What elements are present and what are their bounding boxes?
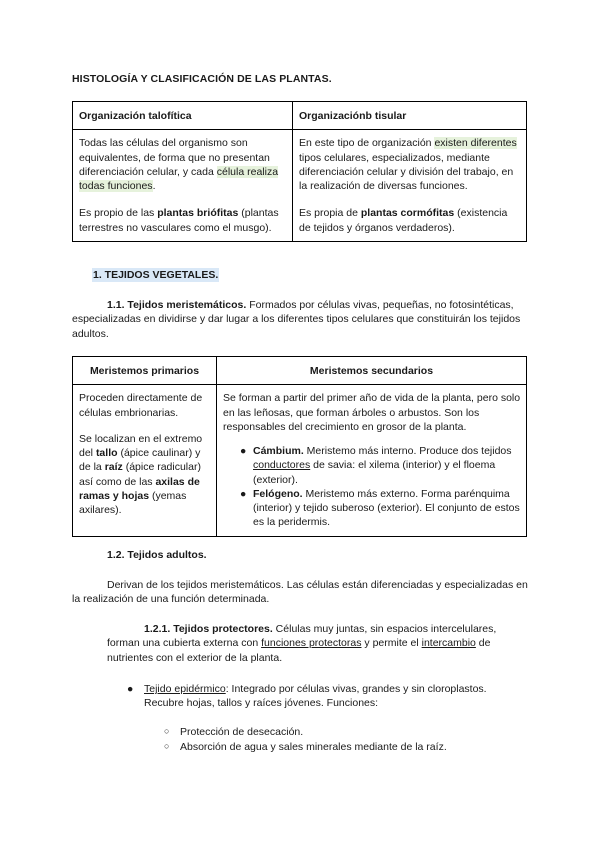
tisular-description: En este tipo de organización existen diferentes tipos celulares, especializados, mediante diferenciación celular y división del trabajo, en la realización de diversas funciones.	[299, 137, 517, 193]
organization-table	[72, 101, 527, 242]
secundarios-list	[223, 444, 521, 530]
secundarios-description: Se forman a partir del primer año de vida de la planta, pero solo en las leñosas, que forman árboles o arbustos. Son los responsables del crecimiento en grosor de la planta.	[223, 392, 521, 433]
primarios-origin: Proceden directamente de células embrionarias.	[79, 392, 203, 419]
meristemos-table	[72, 356, 527, 537]
talofitica-cell	[73, 130, 293, 242]
tejidos-protectores-paragraph: 1.2.1. Tejidos protectores. Células muy juntas, sin espacios intercelulares, forman una cubierta externa con funciones protectoras y permite el intercambio de nutrientes con el exterior de la planta.	[107, 623, 497, 664]
bullet-icon: ●	[127, 683, 134, 695]
col-header-secundarios: Meristemos secundarios	[217, 357, 527, 385]
list-item-epidermico: ● Tejido epidérmico: Integrado por células vivas, grandes y sin cloroplastos. Recubre hojas, tallos y raíces jóvenes. Funciones:	[127, 683, 487, 710]
circle-bullet-icon: ○	[164, 726, 170, 736]
tisular-example: Es propia de plantas cormófitas (existencia de tejidos y órganos verdaderos).	[299, 207, 508, 234]
tisular-cell	[293, 130, 527, 242]
list-item-cambium: ● Cámbium. Meristemo más interno. Produce dos tejidos conductores de savia: el xilema (interior) y el floema (exterior).	[240, 445, 512, 486]
secundarios-cell	[217, 385, 527, 536]
tejidos-adultos-paragraph: Derivan de los tejidos meristemáticos. Las células están diferenciadas y especializadas en la realización de una función determinada.	[72, 579, 528, 606]
primarios-cell	[73, 385, 217, 536]
primarios-location: Se localizan en el extremo del tallo (ápice caulinar) y de la raíz (ápice radicular) así como de las axilas de ramas y hojas (yemas axilares).	[79, 432, 203, 517]
page-title: HISTOLOGÍA Y CLASIFICACIÓN DE LAS PLANTAS.	[72, 73, 332, 85]
section-heading-tejidos-adultos: 1.2. Tejidos adultos.	[107, 549, 207, 561]
subitem-proteccion: ○ Protección de desecación.	[164, 726, 304, 738]
subitem-absorcion: ○ Absorción de agua y sales minerales mediante de la raíz.	[164, 741, 447, 753]
bullet-icon: ●	[240, 487, 247, 500]
col-header-primarios: Meristemos primarios	[73, 357, 217, 385]
list-item-felogeno: ● Felógeno. Meristemo más externo. Forma parénquima (interior) y tejido suberoso (exterior). El conjunto de estos es la peridermis.	[240, 487, 520, 529]
talofitica-description: Todas las células del organismo son equivalentes, de forma que no presentan diferenciación celular, y cada célula realiza todas funciones.	[79, 137, 279, 193]
bullet-icon: ●	[240, 445, 247, 458]
circle-bullet-icon: ○	[164, 741, 170, 751]
col-header-talofitica: Organización talofítica	[73, 102, 293, 130]
col-header-tisular: Organizaciónb tisular	[293, 102, 527, 130]
talofitica-example: Es propio de las plantas briófitas (plantas terrestres no vasculares como el musgo).	[79, 207, 279, 234]
meristematicos-paragraph: 1.1. Tejidos meristemáticos. Formados por células vivas, pequeñas, no fotosintéticas, especializadas en dividirse y dar lugar a los diferentes tipos celulares que constituirán los tejidos adultos.	[72, 299, 521, 340]
section-heading-tejidos-vegetales: 1. TEJIDOS VEGETALES.	[93, 269, 219, 281]
